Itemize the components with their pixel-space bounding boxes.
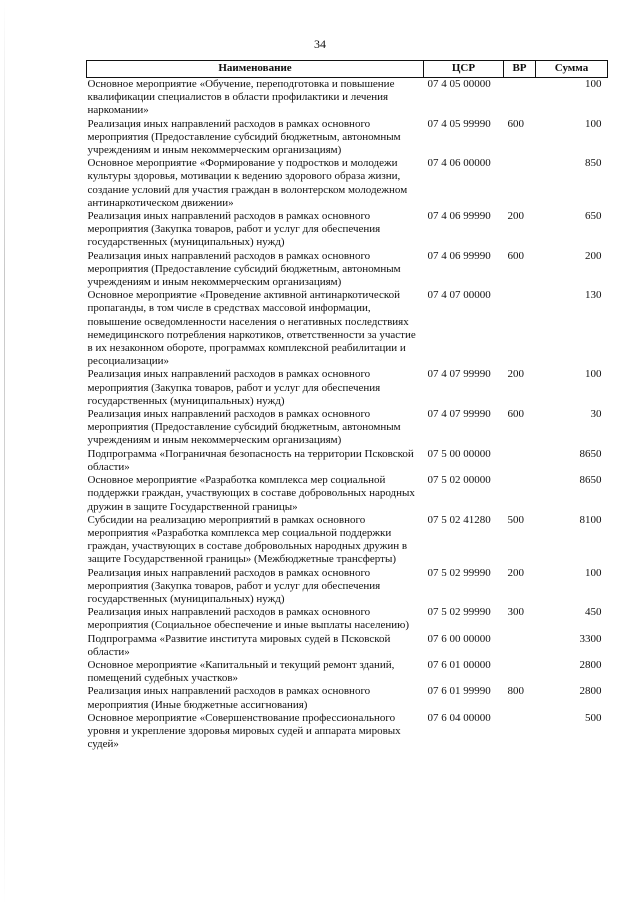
row-name-cell: Основное мероприятие «Обучение, переподготовка и повышение квалификации специалистов в области профилактики и лечения наркомании» (87, 78, 395, 117)
table-row (87, 514, 608, 567)
header-sum: Сумма (536, 61, 608, 78)
header-row (87, 61, 608, 78)
row-csr-cell: 07 4 07 99990 (427, 408, 491, 421)
scan-edge-line (4, 0, 5, 905)
row-name-cell: Реализация иных направлений расходов в рамках основного мероприятия (Социальное обеспечение и иные выплаты населению) (87, 606, 410, 632)
row-vr-cell (504, 474, 536, 514)
row-vr-cell: 600 (507, 117, 524, 130)
budget-table (86, 60, 608, 751)
row-csr-cell: 07 4 05 00000 (427, 78, 491, 90)
table-row (87, 408, 608, 448)
row-csr-cell: 07 4 05 99990 (427, 117, 491, 130)
table-row (87, 210, 608, 250)
row-sum-cell: 650 (585, 210, 602, 223)
row-vr-cell (504, 78, 536, 118)
row-name-cell: Основное мероприятие «Капитальный и текущий ремонт зданий, помещений судебных участков» (87, 658, 395, 685)
row-name-cell: Основное мероприятие «Формирование у подростков и молодежи культуры здоровья, мотивации к ведению здорового образа жизни, создание условий для участия граждан в волонтерском молодежном антинаркотическом движении» (87, 157, 408, 209)
row-name-cell: Подпрограмма «Развитие института мировых судей в Псковской области» (87, 632, 391, 658)
row-vr-cell (504, 448, 536, 474)
row-vr-cell: 200 (507, 210, 524, 223)
row-csr-cell: 07 4 06 00000 (427, 157, 491, 170)
row-vr-cell: 600 (507, 408, 524, 421)
row-csr-cell: 07 5 02 41280 (427, 513, 491, 526)
row-vr-cell: 500 (507, 513, 524, 526)
header-vr: ВР (504, 61, 536, 78)
row-sum-cell: 100 (585, 368, 602, 381)
row-csr-cell: 07 5 02 99990 (427, 566, 491, 579)
row-csr-cell: 07 6 01 99990 (427, 685, 491, 698)
table-row (87, 633, 608, 659)
table-row (87, 157, 608, 210)
table-header (87, 61, 608, 78)
row-name-cell: Подпрограмма «Пограничная безопасность на территории Псковской области» (87, 447, 414, 473)
row-sum-cell: 100 (585, 117, 602, 130)
table-row (87, 712, 608, 752)
row-vr-cell (504, 712, 536, 752)
row-name-cell: Основное мероприятие «Проведение активной антинаркотической пропаганды, в том числе в средствах массовой информации, повышение осведомленности населения о негативных последствиях немедицинского потребления наркотиков, ответственности за участие в их незаконном обороте, программах комплексной реабилитации и ресоциализации» (87, 289, 416, 368)
row-name-cell: Основное мероприятие «Разработка комплекса мер социальной поддержки граждан, участвующих в составе добровольных народных дружин в защите Государственной границы» (87, 474, 415, 513)
row-vr-cell: 300 (507, 606, 524, 619)
row-sum-cell: 200 (585, 249, 602, 262)
row-csr-cell: 07 4 07 99990 (427, 368, 491, 381)
row-csr-cell: 07 4 06 99990 (427, 249, 491, 262)
row-csr-cell: 07 6 00 00000 (427, 632, 491, 645)
row-vr-cell (504, 633, 536, 659)
header-csr: ЦСР (424, 61, 504, 78)
row-name-cell: Реализация иных направлений расходов в рамках основного мероприятия (Предоставление субсидий бюджетным, автономным учреждениям и иным некоммерческим организациям) (87, 249, 401, 289)
row-name-cell: Реализация иных направлений расходов в рамках основного мероприятия (Предоставление субсидий бюджетным, автономным учреждениям и иным некоммерческим организациям) (87, 408, 401, 447)
row-vr-cell (504, 289, 536, 368)
row-sum-cell: 100 (585, 78, 602, 90)
row-sum-cell: 3300 (579, 632, 602, 645)
row-csr-cell: 07 6 01 00000 (427, 658, 491, 671)
row-sum-cell: 100 (585, 566, 602, 579)
row-sum-cell: 2800 (579, 658, 602, 671)
table-row (87, 289, 608, 368)
row-name-cell: Основное мероприятие «Совершенствование профессионального уровня и укрепление здоровья мировых судей и аппарата мировых судей» (87, 711, 401, 751)
table-row (87, 448, 608, 474)
row-vr-cell (504, 659, 536, 685)
page-number: 34 (314, 37, 326, 51)
row-sum-cell: 500 (585, 711, 602, 724)
row-vr-cell: 200 (507, 566, 524, 579)
row-sum-cell: 450 (585, 606, 602, 619)
row-name-cell: Реализация иных направлений расходов в рамках основного мероприятия (Иные бюджетные ассигнования) (87, 685, 371, 711)
row-vr-cell: 200 (507, 368, 524, 381)
row-sum-cell: 130 (585, 289, 602, 302)
row-csr-cell: 07 5 02 00000 (427, 474, 491, 487)
budget-table-container (86, 60, 607, 751)
table-row (87, 659, 608, 685)
table-row (87, 474, 608, 514)
row-sum-cell: 2800 (579, 685, 602, 698)
table-row (87, 250, 608, 290)
row-csr-cell: 07 6 04 00000 (427, 711, 491, 724)
row-sum-cell: 30 (590, 408, 602, 421)
table-row (87, 567, 608, 607)
row-csr-cell: 07 4 07 00000 (427, 289, 491, 302)
table-row (87, 685, 608, 711)
table-row (87, 368, 608, 408)
table-body (87, 78, 608, 752)
row-sum-cell: 850 (585, 157, 602, 170)
table-row (87, 118, 608, 158)
row-name-cell: Реализация иных направлений расходов в рамках основного мероприятия (Закупка товаров, работ и услуг для обеспечения государственных (муниципальных) нужд) (87, 210, 381, 249)
row-sum-cell: 8650 (579, 474, 602, 487)
row-sum-cell: 8100 (579, 513, 602, 526)
table-row (87, 78, 608, 118)
row-csr-cell: 07 5 02 99990 (427, 606, 491, 619)
header-name: Наименование (87, 61, 424, 78)
table-row (87, 606, 608, 632)
row-vr-cell: 800 (507, 685, 524, 698)
row-vr-cell (504, 157, 536, 210)
row-name-cell: Субсидии на реализацию мероприятий в рамках основного мероприятия «Разработка комплекса мер социальной поддержки граждан, участвующих в составе добровольных народных дружин в защите Государственной границы» (Межбюджетные трансферты) (87, 513, 408, 566)
row-csr-cell: 07 4 06 99990 (427, 210, 491, 223)
row-csr-cell: 07 5 00 00000 (427, 447, 491, 460)
row-name-cell: Реализация иных направлений расходов в рамках основного мероприятия (Закупка товаров, работ и услуг для обеспечения государственных (муниципальных) нужд) (87, 566, 381, 605)
row-vr-cell: 600 (507, 249, 524, 262)
row-name-cell: Реализация иных направлений расходов в рамках основного мероприятия (Закупка товаров, работ и услуг для обеспечения государственных (муниципальных) нужд) (87, 368, 381, 407)
row-name-cell: Реализация иных направлений расходов в рамках основного мероприятия (Предоставление субсидий бюджетным, автономным учреждениям и иным некоммерческим организациям) (87, 117, 401, 157)
row-sum-cell: 8650 (579, 447, 602, 460)
